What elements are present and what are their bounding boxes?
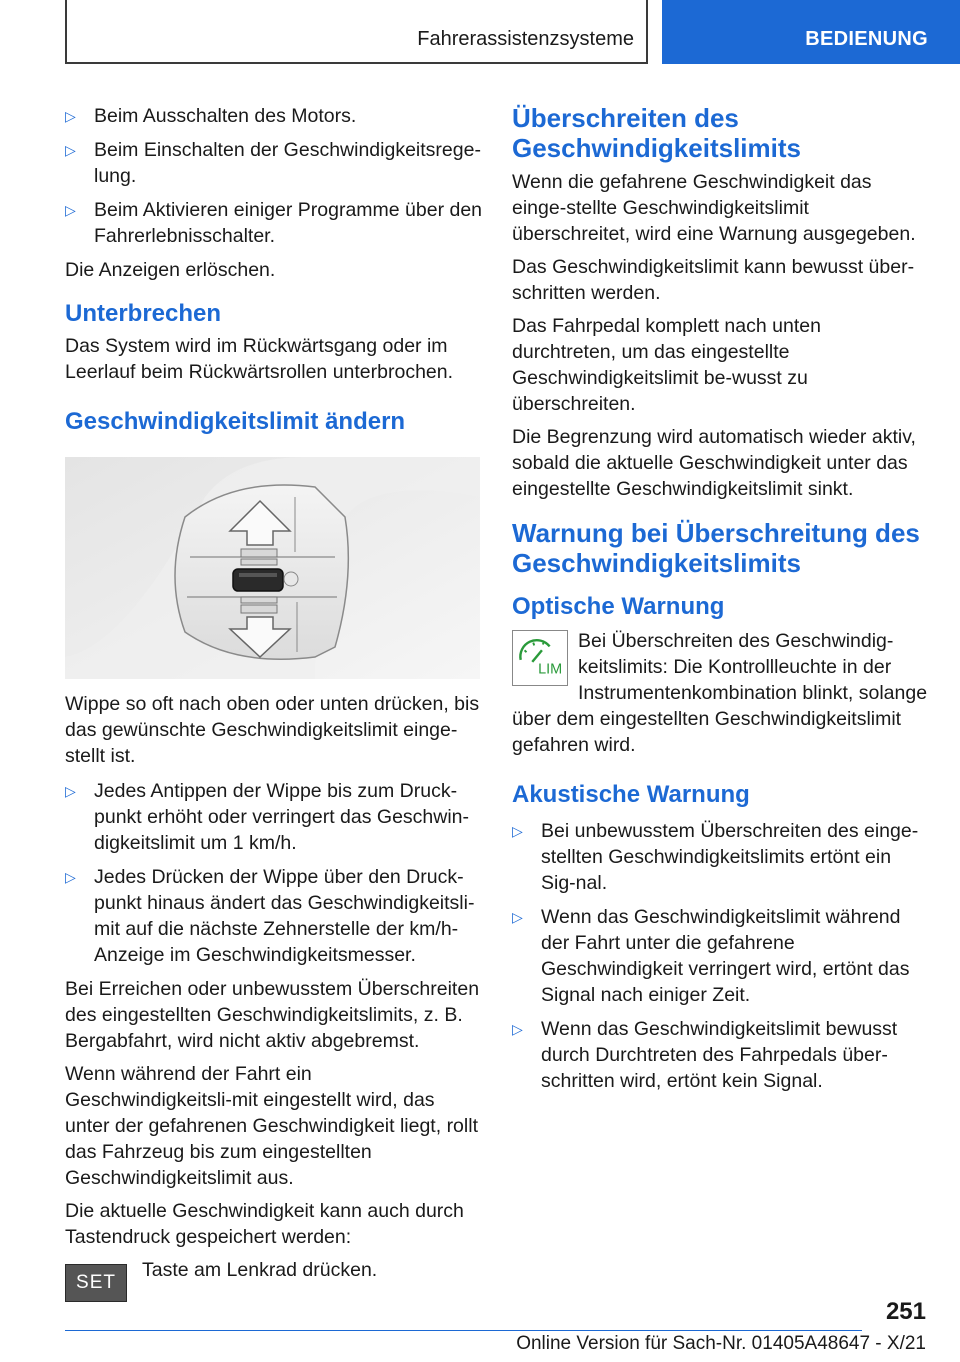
footer-divider: [65, 1330, 862, 1331]
right-column: [512, 103, 930, 1102]
bullet-triangle-icon: ▷: [512, 1021, 523, 1037]
header-chapter-tab[interactable]: [662, 0, 960, 64]
bullet-triangle-icon: ▷: [65, 783, 76, 799]
heading-limit-aendern: Geschwindigkeitslimit ändern: [65, 408, 406, 435]
bullet-triangle-icon: ▷: [65, 108, 76, 124]
list-item: ▷ Jedes Antippen der Wippe bis zum Druck-punkt erhöht oder verringert das Geschwin-digkeitslimit um 1 km/h.: [65, 780, 470, 854]
list-item: ▷ Beim Ausschalten des Motors.: [65, 105, 357, 127]
paragraph-unterbrechen: Das System wird im Rückwärtsgang oder im Leerlauf beim Rückwärtsrollen unterbrochen.: [65, 335, 454, 383]
heading-ueberschreiten: Überschreiten des Geschwindigkeitslimits: [512, 103, 801, 163]
paragraph-ueber-2: Das Geschwindigkeitslimit kann bewusst über-schritten werden.: [512, 256, 915, 304]
paragraph-taste: [65, 1257, 483, 1307]
heading-warnung: Warnung bei Überschreitung des Geschwindigkeitslimits: [512, 518, 920, 578]
optisch-text: Bei Überschreiten des Geschwindig-keitslimits: Die Kontrollleuchte in der Instrumentenkombination blinkt, solange über dem eingestellten Geschwindigkeitslimit gefahren wird.: [512, 630, 928, 756]
bullet-list-akustisch: [512, 818, 930, 1094]
page-number: 251: [885, 1298, 926, 1325]
set-button-icon: SET: [65, 1264, 127, 1302]
paragraph-wippe: Wippe so oft nach oben oder unten drücken, bis das gewünschte Geschwindigkeitslimit einge-stellt ist.: [65, 693, 480, 767]
list-item: ▷ Jedes Drücken der Wippe über den Druck-punkt hinaus ändert das Geschwindigkeitsli-mit auf die nächste Zehnerstelle der km/h-Anzeige im Geschwindigkeitsmesser.: [65, 866, 475, 966]
bullet-triangle-icon: ▷: [65, 869, 76, 885]
paragraph-waehrend: Wenn während der Fahrt ein Geschwindigkeitsli-mit eingestellt wird, das unter der gefahrenen Geschwindigkeit liegt, rollt das Fahrzeug bis zum eingestellten Geschwindigkeitslimit aus.: [65, 1063, 478, 1189]
paragraph-optisch: [512, 628, 930, 758]
header-section-box: [65, 0, 648, 64]
list-item: ▷ Bei unbewusstem Überschreiten des einge-stellten Geschwindigkeitslimits ertönt ein Sig-nal.: [512, 820, 919, 894]
heading-optische-warnung: Optische Warnung: [512, 593, 725, 620]
bullet-triangle-icon: ▷: [512, 909, 523, 925]
bullet-list-wippe: [65, 778, 483, 968]
list-item: ▷ Beim Einschalten der Geschwindigkeitsrege-lung.: [65, 139, 481, 187]
list-item: ▷ Wenn das Geschwindigkeitslimit während der Fahrt unter die gefahrene Geschwindigkeit verringert wird, ertönt das Signal nach einiger Zeit.: [512, 906, 910, 1006]
lim-label: LIM: [538, 661, 563, 678]
paragraph-ueber-4: Die Begrenzung wird automatisch wieder aktiv, sobald die aktuelle Geschwindigkeit unter das eingestellte Geschwindigkeitslimit sinkt.: [512, 426, 916, 500]
paragraph-ueber-1: Wenn die gefahrene Geschwindigkeit das einge-stellte Geschwindigkeitslimit überschreitet, wird eine Warnung ausgegeben.: [512, 171, 916, 245]
header-section-title: Fahrerassistenzsysteme: [417, 28, 634, 50]
paragraph-anzeigen: Die Anzeigen erlöschen.: [65, 259, 276, 281]
steering-wheel-rocker-photo: [65, 457, 480, 679]
list-item: ▷ Wenn das Geschwindigkeitslimit bewusst durch Durchtreten des Fahrpedals über-schritten wird, ertönt kein Signal.: [512, 1018, 898, 1092]
paragraph-ueber-3: Das Fahrpedal komplett nach unten durchtreten, um das eingestellte Geschwindigkeitslimit be-wusst zu überschreiten.: [512, 315, 821, 415]
bullet-list-off-conditions: [65, 103, 483, 249]
taste-text: Taste am Lenkrad drücken.: [142, 1259, 378, 1281]
footer-online-version: Online Version für Sach-Nr. 01405A48647 - X/21: [516, 1333, 926, 1354]
heading-akustische-warnung: Akustische Warnung: [512, 781, 750, 808]
bullet-triangle-icon: ▷: [512, 823, 523, 839]
bullet-triangle-icon: ▷: [65, 142, 76, 158]
list-item: ▷ Beim Aktivieren einiger Programme über den Fahrerlebnisschalter.: [65, 199, 483, 247]
left-column: [65, 103, 483, 1314]
paragraph-erreichen: Bei Erreichen oder unbewusstem Überschreiten des eingestellten Geschwindigkeitslimits, z. B. Bergabfahrt, wird nicht aktiv abgebremst.: [65, 978, 480, 1052]
speed-limit-indicator-icon: [512, 630, 568, 686]
bullet-triangle-icon: ▷: [65, 202, 76, 218]
heading-unterbrechen: Unterbrechen: [65, 300, 222, 327]
paragraph-speichern: Die aktuelle Geschwindigkeit kann auch durch Tastendruck gespeichert werden:: [65, 1200, 464, 1248]
header-chapter-title: BEDIENUNG: [805, 28, 928, 50]
